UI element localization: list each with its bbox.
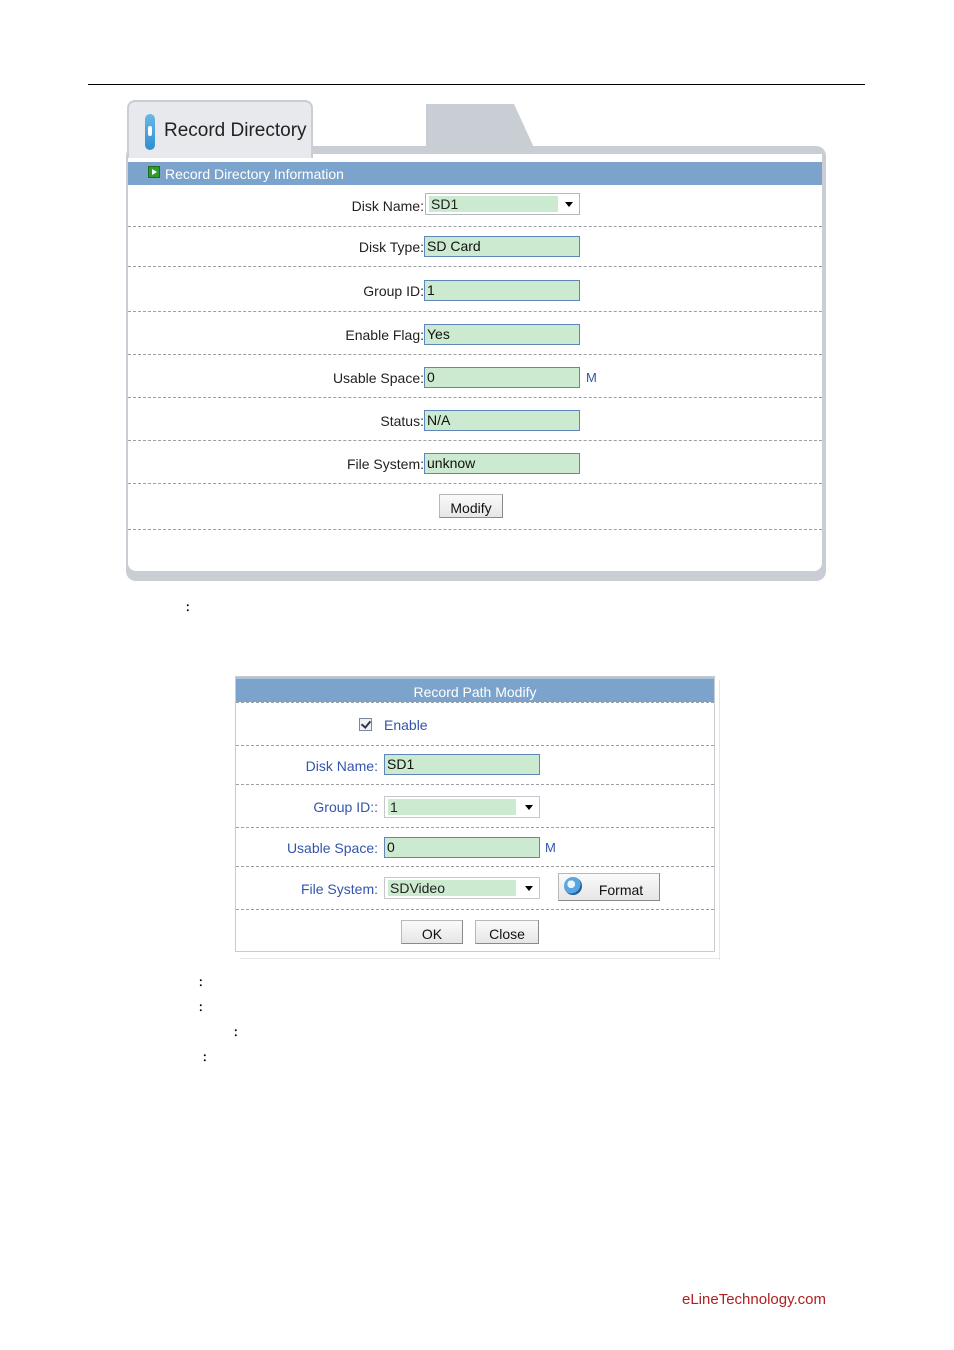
disk-type-label: Disk Type: bbox=[358, 239, 424, 255]
inactive-tab bbox=[426, 104, 536, 152]
caption-colon: ： bbox=[202, 1050, 215, 1064]
group-id-select[interactable] bbox=[384, 796, 540, 818]
status-row bbox=[128, 398, 822, 441]
dialog-header bbox=[236, 677, 714, 702]
record-directory-panel bbox=[126, 100, 826, 581]
usable-space-row bbox=[128, 355, 822, 398]
section-title: Record Directory Information bbox=[165, 166, 344, 182]
file-system-value: SDVideo bbox=[388, 880, 516, 896]
group-id-label: Group ID:: bbox=[313, 799, 378, 815]
disk-name-select[interactable] bbox=[425, 193, 580, 215]
record-directory-tab[interactable] bbox=[127, 100, 313, 158]
group-id-row bbox=[236, 785, 714, 828]
file-system-field[interactable]: unknow bbox=[424, 453, 580, 474]
file-system-row bbox=[236, 867, 714, 910]
disk-name-row bbox=[128, 185, 822, 227]
arrow-right-icon bbox=[148, 166, 160, 178]
dialog-title: Record Path Modify bbox=[413, 684, 537, 700]
panel-frame bbox=[126, 146, 826, 581]
status-field[interactable]: N/A bbox=[424, 410, 580, 431]
disk-name-row bbox=[236, 745, 714, 785]
panel-body bbox=[128, 154, 822, 571]
status-label: Status: bbox=[380, 413, 424, 429]
usable-space-unit: M bbox=[586, 370, 597, 385]
tab-title: Record Directory bbox=[164, 120, 307, 141]
close-button[interactable]: Close bbox=[475, 920, 539, 944]
dialog-shadow bbox=[719, 680, 720, 960]
footer-website: eLineTechnology.com bbox=[682, 1291, 826, 1308]
usable-space-unit: M bbox=[545, 840, 556, 855]
group-id-row bbox=[128, 267, 822, 312]
file-system-label: File System: bbox=[346, 456, 424, 472]
enable-flag-label: Enable Flag: bbox=[345, 327, 424, 343]
enable-label: Enable bbox=[384, 717, 428, 733]
usable-space-field[interactable]: 0 bbox=[384, 837, 540, 858]
disk-type-field[interactable]: SD Card bbox=[424, 236, 580, 257]
section-header bbox=[128, 162, 822, 185]
page-header-rule bbox=[88, 84, 865, 85]
chevron-down-icon[interactable] bbox=[565, 202, 573, 207]
format-button[interactable] bbox=[558, 873, 660, 901]
modify-row bbox=[128, 484, 822, 530]
chevron-down-icon[interactable] bbox=[525, 886, 533, 891]
disk-name-field[interactable]: SD1 bbox=[384, 754, 540, 775]
disk-name-value: SD1 bbox=[429, 196, 558, 212]
enable-checkbox[interactable] bbox=[359, 718, 372, 731]
file-system-select[interactable] bbox=[384, 877, 540, 899]
caption-colon: ： bbox=[233, 1025, 246, 1039]
usable-space-label: Usable Space: bbox=[332, 370, 424, 386]
usable-space-field[interactable]: 0 bbox=[424, 367, 580, 388]
caption-colon: ： bbox=[198, 1000, 211, 1014]
record-path-modify-dialog bbox=[235, 676, 715, 952]
file-system-label: File System: bbox=[300, 881, 378, 897]
tab-indicator-icon bbox=[145, 114, 155, 150]
group-id-field[interactable]: 1 bbox=[424, 280, 580, 301]
ok-button[interactable]: OK bbox=[401, 920, 463, 944]
caption-colon: ： bbox=[198, 975, 211, 989]
disk-name-label: Disk Name: bbox=[351, 198, 424, 214]
chevron-down-icon[interactable] bbox=[525, 805, 533, 810]
usable-space-row bbox=[236, 828, 714, 867]
dialog-shadow-bottom bbox=[240, 958, 720, 959]
disk-format-icon bbox=[564, 877, 582, 895]
enable-flag-row bbox=[128, 312, 822, 355]
modify-button[interactable]: Modify bbox=[439, 494, 503, 518]
usable-space-label: Usable Space: bbox=[286, 840, 378, 856]
caption-colon: ： bbox=[185, 600, 198, 614]
group-id-value: 1 bbox=[388, 799, 516, 815]
format-label: Format bbox=[598, 882, 644, 898]
disk-name-label: Disk Name: bbox=[305, 758, 378, 774]
file-system-row bbox=[128, 441, 822, 484]
enable-flag-field[interactable]: Yes bbox=[424, 324, 580, 345]
group-id-label: Group ID: bbox=[363, 283, 424, 299]
enable-row bbox=[236, 702, 714, 746]
disk-type-row bbox=[128, 227, 822, 267]
